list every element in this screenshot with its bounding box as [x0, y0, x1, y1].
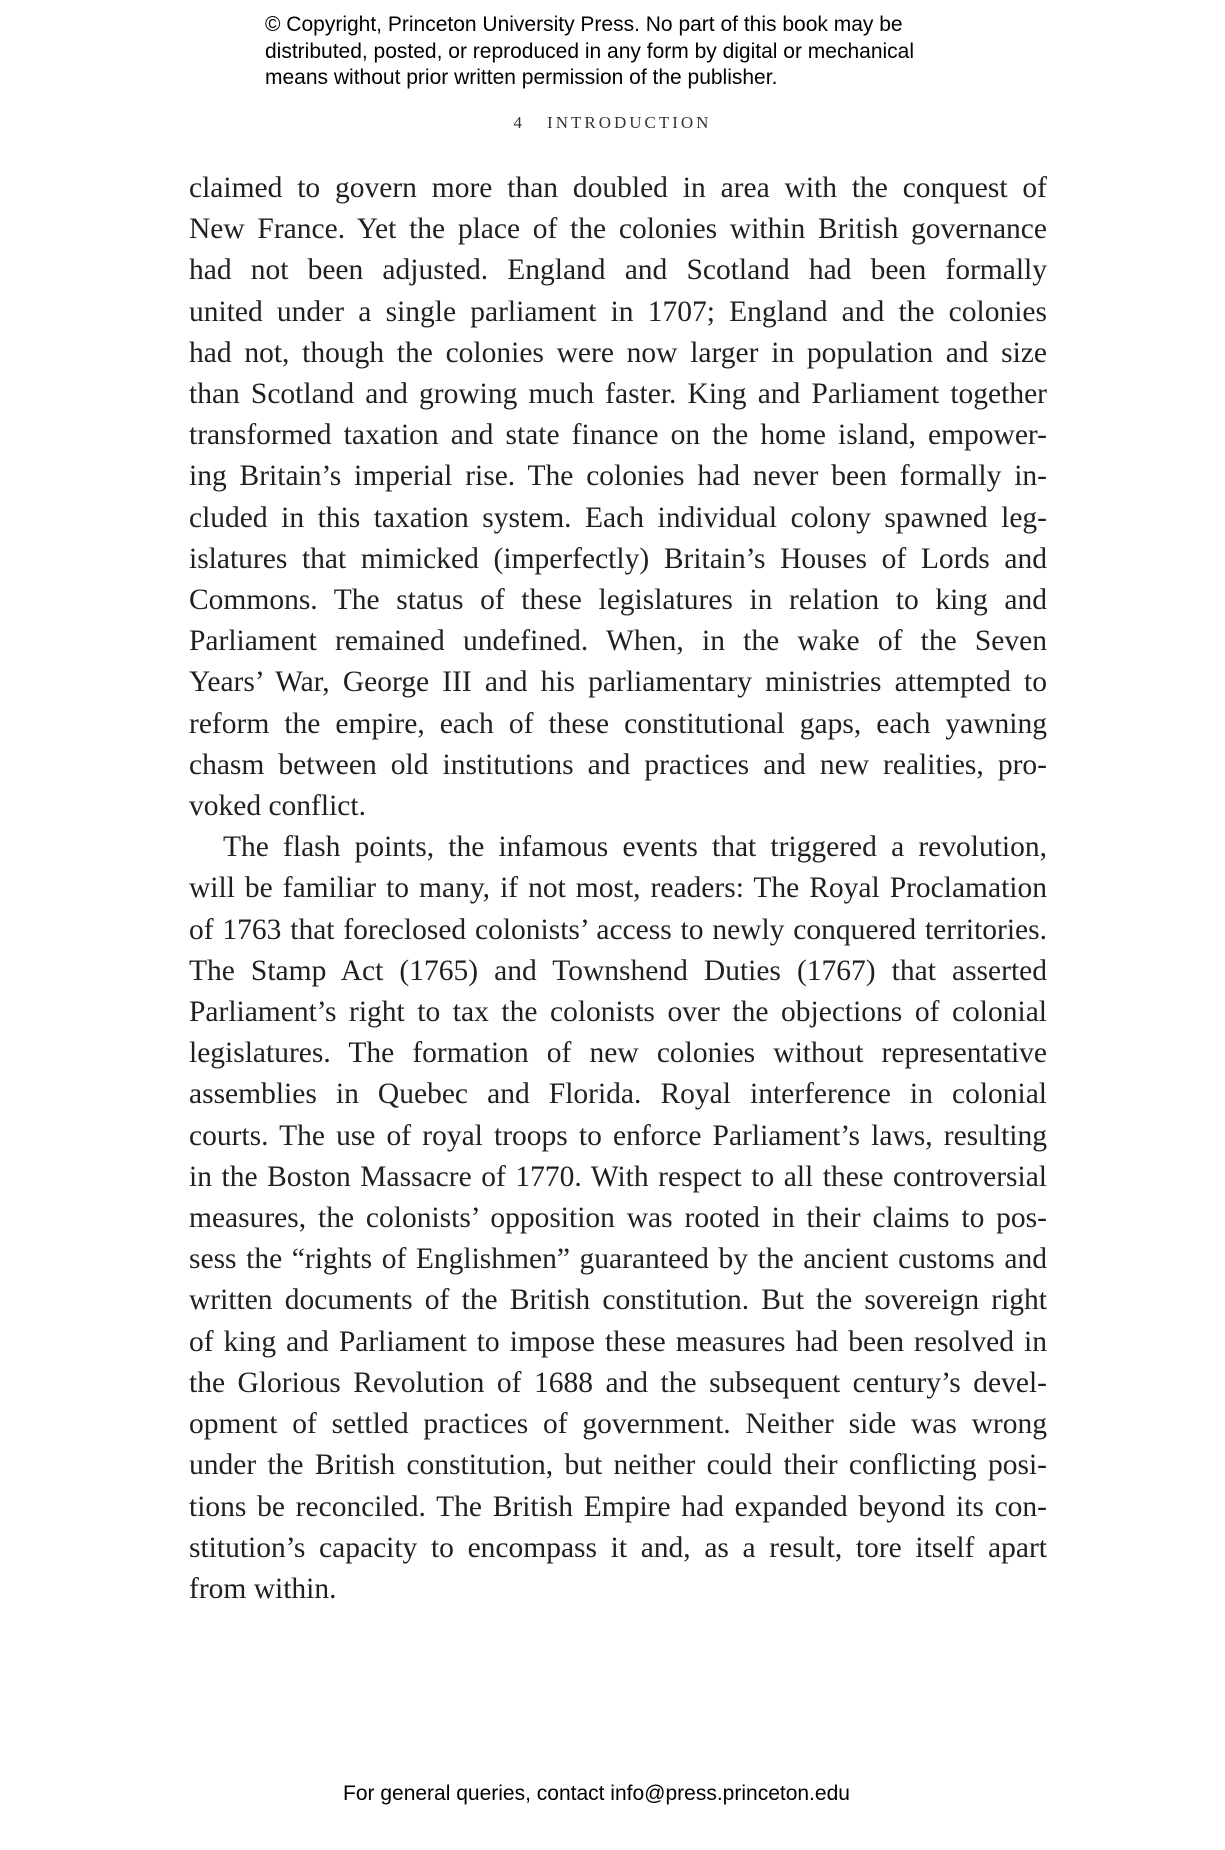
text-line: written documents of the British constitution. But the sovereign right [189, 1284, 1047, 1317]
text-line: of king and Parliament to impose these measures had been resolved in [189, 1325, 1047, 1358]
text-line: united under a single parliament in 1707; England and the colonies [189, 295, 1047, 328]
copyright-line: means without prior written permission of the publisher. [265, 66, 778, 89]
chapter-title: INTRODUCTION [547, 113, 712, 132]
text-line: measures, the colonists’ opposition was rooted in their claims to pos- [189, 1202, 1047, 1235]
running-head [0, 113, 1225, 133]
text-line: stitution’s capacity to encompass it and, as a result, tore itself apart [189, 1531, 1047, 1564]
text-line: than Scotland and growing much faster. King and Parliament together [189, 378, 1047, 411]
text-line: ing Britain’s imperial rise. The colonies had never been formally in- [189, 460, 1047, 493]
text-line: The flash points, the infamous events that triggered a revolution, [223, 831, 1047, 864]
text-line: assemblies in Quebec and Florida. Royal interference in colonial [189, 1078, 1047, 1111]
text-line: transformed taxation and state finance on the home island, empower- [189, 419, 1047, 452]
copyright-notice [265, 12, 914, 92]
paragraph [189, 827, 1047, 1610]
text-line: had not been adjusted. England and Scotland had been formally [189, 254, 1047, 287]
text-line: will be familiar to many, if not most, readers: The Royal Proclamation [189, 872, 1047, 905]
text-line: voked conflict. [189, 790, 366, 823]
text-line: Years’ War, George III and his parliamentary ministries attempted to [189, 666, 1047, 699]
paragraph [189, 168, 1047, 827]
text-line: under the British constitution, but neither could their conflicting posi- [189, 1449, 1047, 1482]
text-line: chasm between old institutions and practices and new realities, pro- [189, 748, 1047, 781]
text-line: in the Boston Massacre of 1770. With respect to all these controversial [189, 1160, 1047, 1193]
text-line: Commons. The status of these legislatures in relation to king and [189, 584, 1047, 617]
copyright-line: distributed, posted, or reproduced in any form by digital or mechanical [265, 39, 915, 63]
text-line: of 1763 that foreclosed colonists’ access to newly conquered territories. [189, 913, 1047, 946]
text-line: Parliament remained undefined. When, in the wake of the Seven [189, 625, 1047, 658]
text-line: islatures that mimicked (imperfectly) Britain’s Houses of Lords and [189, 542, 1047, 575]
text-line: sess the “rights of Englishmen” guaranteed by the ancient customs and [189, 1243, 1047, 1276]
text-line: opment of settled practices of government. Neither side was wrong [189, 1408, 1047, 1441]
body-text [189, 168, 1047, 1610]
text-line: claimed to govern more than doubled in area with the conquest of [189, 172, 1047, 204]
text-line: New France. Yet the place of the colonies within British governance [189, 213, 1047, 246]
copyright-line: © Copyright, Princeton University Press. No part of this book may be [265, 13, 903, 36]
text-line: legislatures. The formation of new colonies without representative [189, 1037, 1047, 1070]
footer-contact: For general queries, contact info@press.princeton.edu [343, 1782, 850, 1805]
text-line: had not, though the colonies were now larger in population and size [189, 336, 1047, 369]
text-line: from within. [189, 1572, 337, 1605]
page-number: 4 [513, 113, 526, 132]
text-line: The Stamp Act (1765) and Townshend Duties (1767) that asserted [189, 954, 1047, 987]
text-line: cluded in this taxation system. Each individual colony spawned leg- [189, 501, 1047, 534]
text-line: the Glorious Revolution of 1688 and the subsequent century’s devel- [189, 1366, 1047, 1399]
text-line: courts. The use of royal troops to enforce Parliament’s laws, resulting [189, 1119, 1047, 1152]
text-line: reform the empire, each of these constitutional gaps, each yawning [189, 707, 1047, 740]
text-line: tions be reconciled. The British Empire had expanded beyond its con- [189, 1490, 1047, 1523]
text-line: Parliament’s right to tax the colonists over the objections of colonial [189, 996, 1047, 1029]
